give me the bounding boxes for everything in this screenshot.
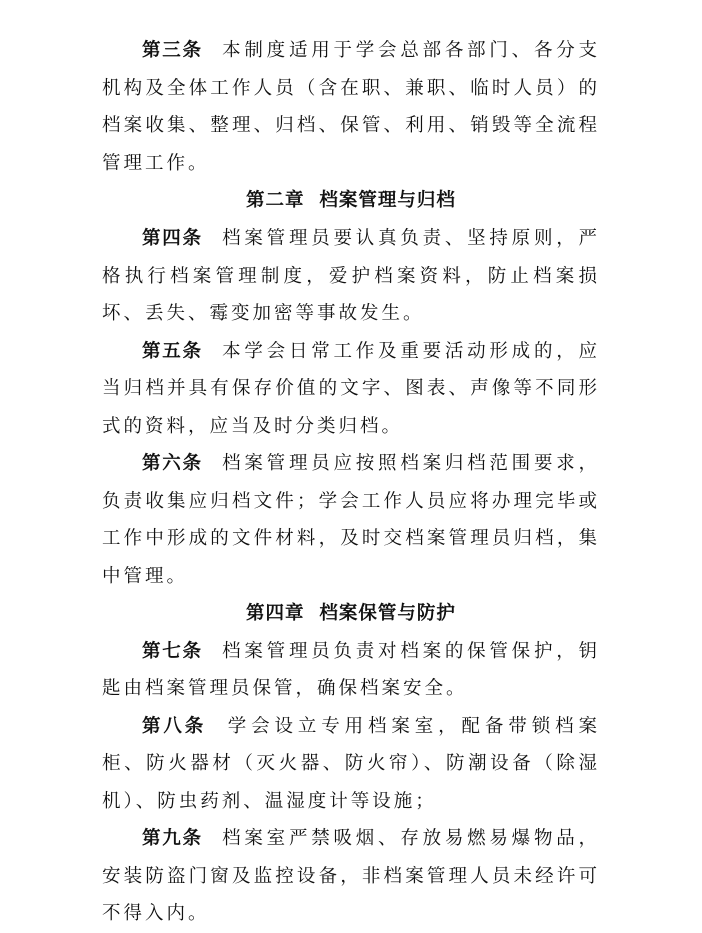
article-text: 档案管理员要认真负责、坚持原则，严格执行档案管理制度，爱护档案资料，防止档案损坏、丢失、霉变加密等事故发生。: [102, 228, 600, 324]
article-8: [102, 708, 600, 821]
article-number: 第五条: [142, 340, 203, 362]
article-3: [102, 32, 600, 182]
chapter-heading-4: 第四章 档案保管与防护: [246, 603, 456, 624]
article-text: 档案管理员应按照档案归档范围要求，负责收集应归档文件；学会工作人员应将办理完毕或工作中形成的文件材料，及时交档案管理员归档，集中管理。: [102, 453, 600, 587]
article-number: 第七条: [142, 640, 203, 662]
article-4: [102, 220, 600, 333]
article-text: 档案管理员负责对档案的保管保护，钥匙由档案管理员保管，确保档案安全。: [102, 640, 600, 699]
article-number: 第八条: [142, 715, 207, 737]
article-number: 第九条: [142, 828, 203, 849]
article-text: 本学会日常工作及重要活动形成的，应当归档并具有保存价值的文字、图表、声像等不同形式的资料，应当及时分类归档。: [102, 340, 600, 437]
article-number: 第四条: [142, 228, 203, 249]
article-9: [102, 820, 600, 933]
article-text: 本制度适用于学会总部各部门、各分支机构及全体工作人员（含在职、兼职、临时人员）的档案收集、整理、归档、保管、利用、销毁等全流程管理工作。: [102, 40, 600, 174]
article-7: [102, 633, 600, 708]
article-6: [102, 445, 600, 595]
article-number: 第三条: [142, 40, 203, 61]
chapter-heading-2: 第二章 档案管理与归档: [246, 190, 456, 211]
article-5: [102, 333, 600, 446]
article-number: 第六条: [142, 453, 203, 474]
article-text: 档案室严禁吸烟、存放易燃易爆物品，安装防盗门窗及监控设备，非档案管理人员未经许可不得入内。: [102, 828, 600, 924]
article-text: 学会设立专用档案室，配备带锁档案柜、防火器材（灭火器、防火帘）、防潮设备（除湿机）、防虫药剂、温湿度计等设施；: [102, 715, 600, 812]
